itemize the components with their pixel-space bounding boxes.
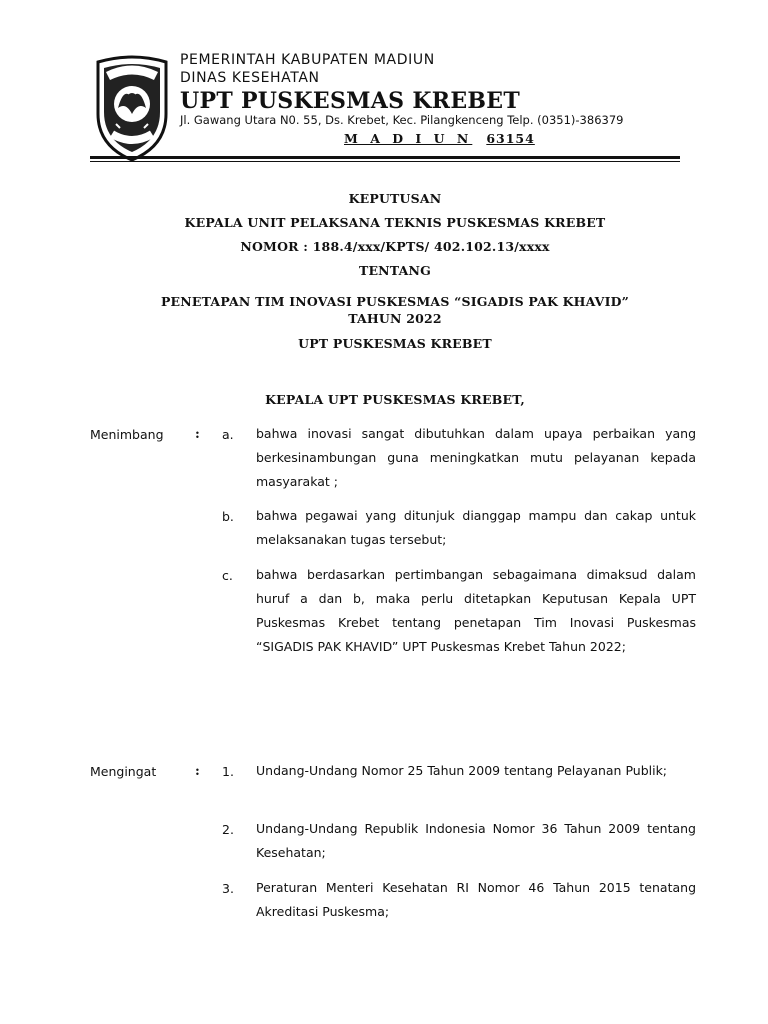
menimbang-label: Menimbang [90,427,164,442]
decree-head: KEPALA UPT PUSKESMAS KREBET, [265,392,525,407]
letterhead-zip: 63154 [486,131,535,146]
decree-heading: KEPUTUSAN [348,191,442,206]
decree-number: NOMOR : 188.4/xxx/KPTS/ 402.102.13/xxxx [240,239,550,254]
mengingat-item-3-mark: 3. [222,881,234,896]
mengingat-item-1-mark: 1. [222,764,234,779]
letterhead-rule-thick [90,156,680,159]
letterhead-address: Jl. Gawang Utara N0. 55, Ds. Krebet, Kec. Pilangkenceng Telp. (0351)-386379 [180,113,624,127]
mengingat-colon: : [195,764,200,779]
decree-issuer: KEPALA UNIT PELAKSANA TEKNIS PUSKESMAS KREBET [184,215,606,230]
madiun-regency-emblem-icon [92,54,172,164]
decree-subject-line1: PENETAPAN TIM INOVASI PUSKESMAS “SIGADIS PAK KHAVID” [160,294,630,309]
menimbang-item-b-mark: b. [222,509,234,524]
letterhead-department: DINAS KESEHATAN [180,70,320,86]
letterhead-city-name: M A D I U N [344,131,473,146]
mengingat-label: Mengingat [90,764,157,779]
decree-office: UPT PUSKESMAS KREBET [298,336,492,351]
menimbang-item-b-text: bahwa pegawai yang ditunjuk dianggap mampu dan cakap untuk melaksanakan tugas tersebut; [256,508,696,547]
menimbang-colon: : [195,427,200,442]
menimbang-item-a-text: bahwa inovasi sangat dibutuhkan dalam upaya perbaikan yang berkesinambungan guna meningkatkan mutu pelayanan kepada masyarakat ; [256,426,696,489]
letterhead-rule-thin [90,161,680,162]
decree-about: TENTANG [358,263,432,278]
menimbang-item-c-text: bahwa berdasarkan pertimbangan sebagaimana dimaksud dalam huruf a dan b, maka perlu ditetapkan Keputusan Kepala UPT Puskesmas Krebet tentang penetapan Tim Inovasi Puskesmas “SIGADIS PAK KHAVID” UPT Puskesmas Krebet Tahun 2022; [256,567,696,654]
letterhead-institution: UPT PUSKESMAS KREBET [180,88,521,114]
mengingat-item-3-text: Peraturan Menteri Kesehatan RI Nomor 46 Tahun 2015 tenatang Akreditasi Puskesma; [256,880,696,919]
letterhead-city [344,131,535,146]
menimbang-item-c-mark: c. [222,568,233,583]
mengingat-item-1-text: Undang-Undang Nomor 25 Tahun 2009 tentang Pelayanan Publik; [256,763,668,778]
menimbang-item-a-mark: a. [222,427,234,442]
decree-subject-line2: TAHUN 2022 [348,311,442,326]
letterhead [90,40,680,170]
mengingat-item-2-mark: 2. [222,822,234,837]
mengingat-item-2-text: Undang-Undang Republik Indonesia Nomor 36 Tahun 2009 tentang Kesehatan; [256,821,696,860]
letterhead-government: PEMERINTAH KABUPATEN MADIUN [180,52,435,68]
